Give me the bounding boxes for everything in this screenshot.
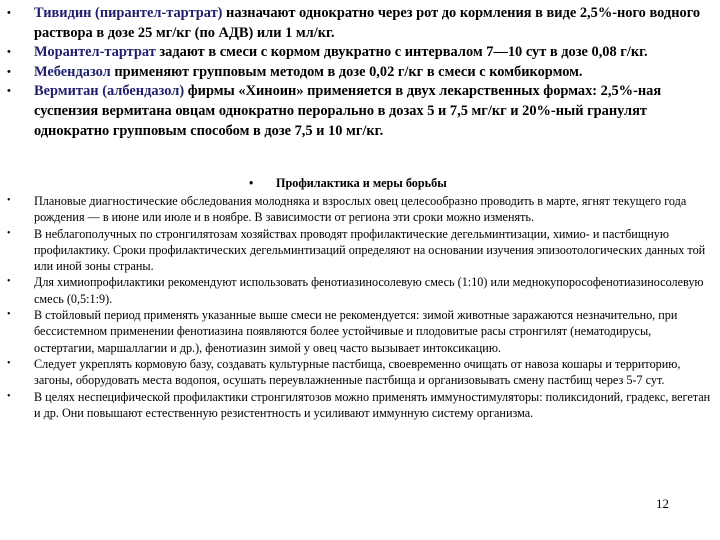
section-heading: [0, 175, 720, 193]
bullet: •: [7, 7, 11, 19]
list-item: [0, 63, 720, 83]
bullet: •: [7, 227, 11, 239]
bullet: •: [7, 195, 11, 206]
paragraph-text: Следует укреплять кормовую базу, создавать культурные пастбища, своевременно очищать от навоза кошары и территорию, загоны, оборудовать места водопоя, осушать переувлажненные пастбища и организовывать смену пастбищ через 5-7 сут.: [34, 356, 681, 388]
list-item: [0, 82, 720, 141]
drug-description: фирмы «Хиноин» применяется в двух лекарственных формах: 2,5%-ная суспензия вермитана овцам однократно перорально в дозах 5 и 7,5 мг/кг и 20%-ный гранулят однократно групповым способом в дозе 7,5 и 10 мг/кг.: [34, 83, 662, 139]
paragraph-text: Плановые диагностические обследования молодняка и взрослых овец целесообразно проводить в марте, ягнят текущего года рождения — в июне или июле и в ноябре. В зависимости от региона эти сроки можно изменять.: [34, 194, 687, 225]
bullet: •: [7, 85, 11, 98]
bullet: •: [7, 46, 11, 59]
prevention-section: [0, 175, 720, 421]
page-number: 12: [656, 496, 669, 511]
drug-name: Вермитан (албендазол): [34, 83, 185, 100]
bullet: •: [249, 176, 254, 190]
drug-name: Тивидин (пирантел-тартрат): [34, 5, 223, 21]
bullet: •: [7, 309, 11, 321]
bullet: •: [7, 276, 11, 288]
paragraph-text: В целях неспецифической профилактики стронгилятозов можно применять иммуностимуляторы: поликсидоний, градекс, вегетан и др. Они повышают естественную резистентность и усиливают иммунную систему организма.: [34, 389, 711, 420]
drug-list: [0, 4, 720, 141]
drug-name: Мебендазол: [34, 63, 111, 80]
drug-description: применяют групповым методом в дозе 0,02 г/кг в смеси с комбикормом.: [110, 63, 583, 80]
list-item: [0, 274, 720, 307]
list-item: [0, 389, 720, 422]
paragraph-text: В стойловый период применять указанные выше смеси не рекомендуется: зимой животные заражаются незначительно, при бессистемном применении фенотиазина появляются более устойчивые и плодовитые расы стронгилят (нематодирусы, остертагии, маршаллагии и др.), фенотиазин зимой у овец часто вызывает интоксикацию.: [34, 308, 678, 355]
bullet: •: [7, 65, 11, 78]
bullet: •: [7, 357, 11, 369]
list-item: [0, 43, 720, 63]
list-item: [0, 193, 720, 226]
paragraph-text: В неблагополучных по стронгилятозам хозяйствах проводят профилактические дегельминтизации, химио- и пастбищную профилактику. Сроки профилактических дегельминтизаций определяют на основании изучения эпизоотологических данных той или иной зоны страны.: [34, 226, 706, 274]
section-title: Профилактика и меры борьбы: [276, 176, 447, 190]
bullet: •: [7, 390, 11, 402]
list-item: [0, 4, 720, 43]
drug-name: Морантел-тартрат: [34, 44, 156, 61]
drug-description: назначают однократно через рот до кормления в виде 2,5%-ного водного раствора в дозе 25 мг/кг (по АДВ) или 1 мл/кг.: [34, 5, 701, 41]
list-item: [0, 307, 720, 356]
paragraph-text: Для химиопрофилактики рекомендуют использовать фенотиазиносолевую смесь (1:10) или меднокупорософенотиазиносолевую смесь (0,5:1:9).: [34, 275, 704, 306]
list-item: [0, 226, 720, 275]
drug-description: задают в смеси с кормом двукратно с интервалом 7—10 сут в дозе 0,08 г/кг.: [155, 44, 648, 61]
list-item: [0, 356, 720, 389]
